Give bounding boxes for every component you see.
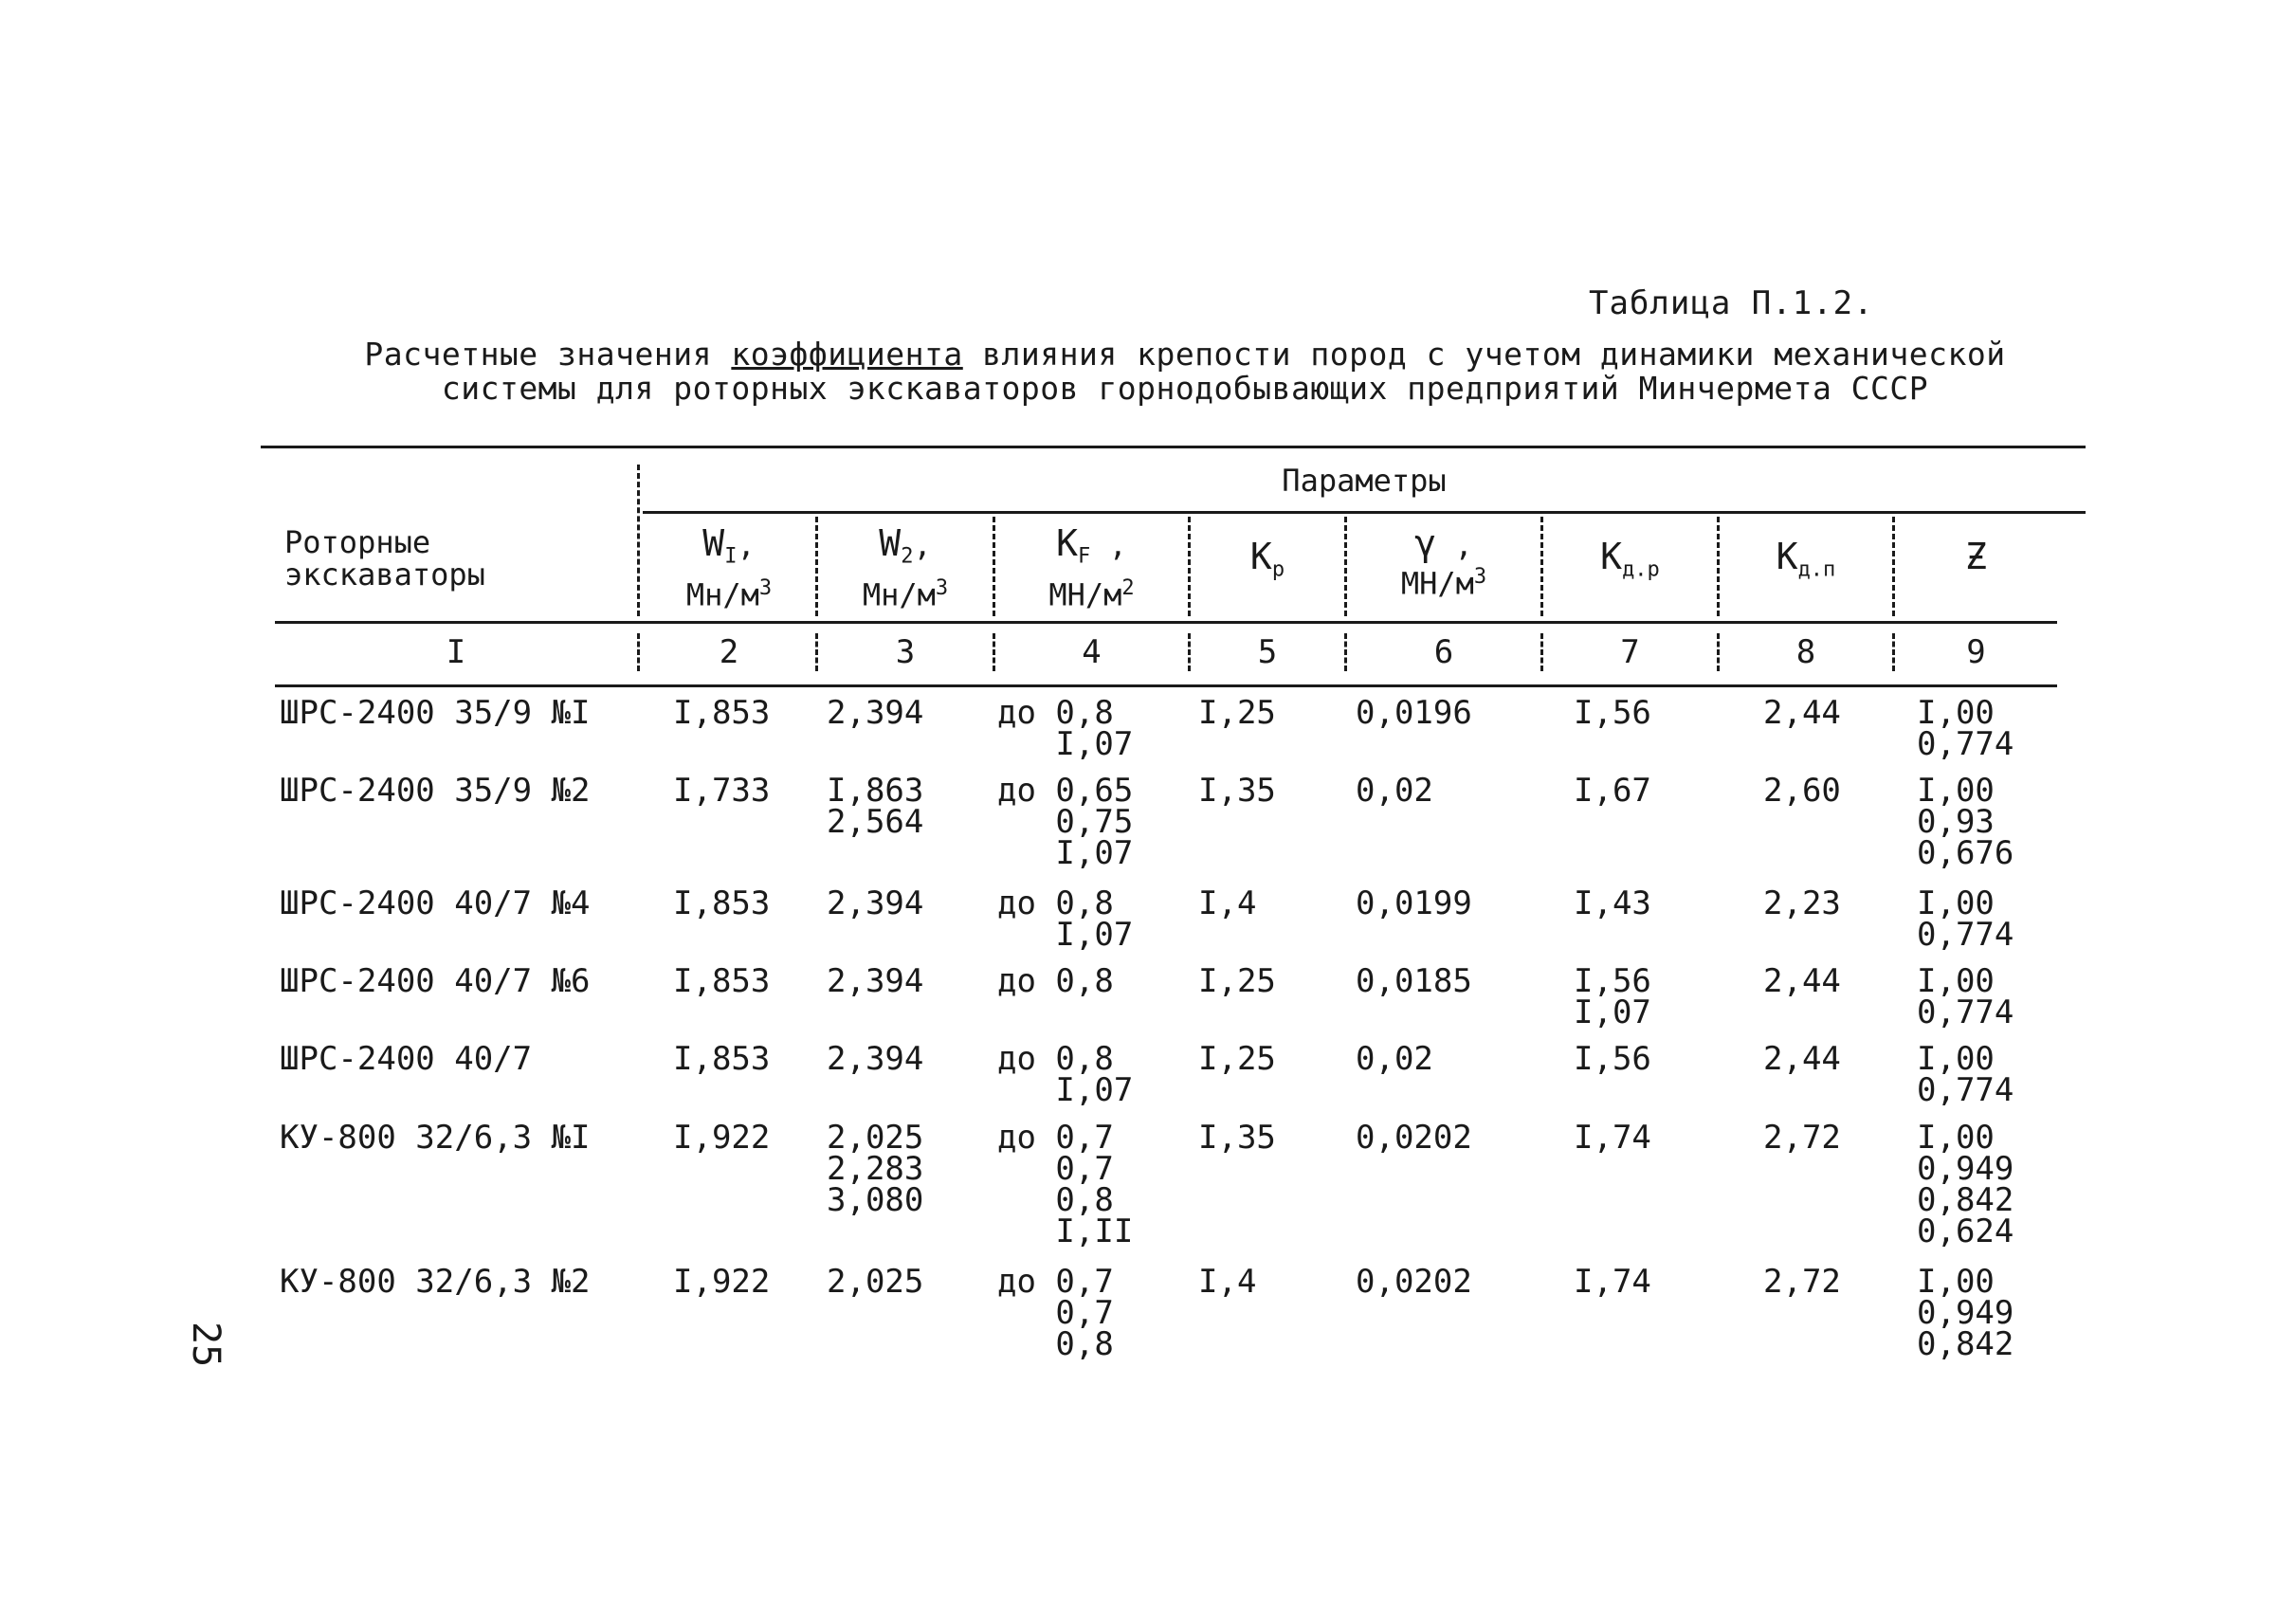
cell-kdp	[1763, 1040, 1841, 1078]
column-number: 3	[895, 633, 916, 671]
cell-line: I,II	[997, 1213, 1134, 1250]
page-number: 25	[184, 1322, 228, 1368]
cell-w1	[673, 884, 771, 922]
cell-kdp	[1763, 1119, 1841, 1157]
cell-line: до 0,8	[997, 884, 1114, 922]
cell-line: 0,02	[1356, 772, 1433, 810]
column-number: 6	[1433, 633, 1454, 671]
superscript: 3	[1473, 565, 1487, 589]
cell-g	[1356, 694, 1472, 732]
cell-w1	[673, 694, 771, 732]
cell-line: 2,72	[1763, 1119, 1841, 1157]
cell-line: 2,283	[827, 1150, 924, 1188]
symbol: Ƶ	[1965, 536, 1987, 577]
cell-line: до 0,8	[997, 694, 1114, 732]
cell-line: 2,44	[1763, 694, 1841, 732]
title-line-2: системы для роторных экскаваторов горнодобывающих предприятий Минчермета СССР	[441, 370, 1929, 407]
cell-line: I,922	[673, 1119, 771, 1157]
column-header	[1895, 536, 2057, 577]
cell-line: 0,0199	[1356, 884, 1472, 922]
column-header	[1347, 522, 1540, 602]
cell-line: I,07	[997, 725, 1134, 763]
cell-line: 0,774	[1917, 916, 2014, 954]
cell-line: I,00	[1917, 1119, 1995, 1157]
cell-line: I,853	[673, 694, 771, 732]
table-title	[284, 337, 2086, 406]
cell-kdr	[1574, 962, 1651, 1031]
cell-kdr	[1574, 694, 1651, 732]
cell-line: 2,564	[827, 803, 924, 841]
column-symbol	[1191, 536, 1344, 586]
cell-line: 2,44	[1763, 1040, 1841, 1078]
symbol: γ	[1414, 522, 1437, 564]
cell-line: 0,774	[1917, 994, 2014, 1031]
cell-line: I,00	[1917, 962, 1995, 1000]
cell-line: 0,842	[1917, 1325, 2014, 1363]
subscript: I	[724, 544, 738, 569]
column-number: 9	[1966, 633, 1986, 671]
rule-header-bottom	[275, 621, 2057, 624]
cell-line: 0,0202	[1356, 1119, 1472, 1157]
cell-line: I,00	[1917, 1040, 1995, 1078]
column-symbol	[643, 522, 815, 573]
cell-kdp	[1763, 694, 1841, 732]
cell-line: I,853	[673, 962, 771, 1000]
column-header	[1720, 536, 1892, 586]
cell-line: I,07	[1574, 994, 1651, 1031]
cell-g	[1356, 1040, 1433, 1078]
cell-g	[1356, 1263, 1472, 1301]
cell-line: 2,60	[1763, 772, 1841, 810]
column-symbol	[1895, 536, 2057, 577]
cell-line: I,07	[997, 1071, 1134, 1109]
symbol: W	[879, 522, 902, 564]
excavator-name	[280, 962, 591, 1000]
cell-g	[1356, 962, 1472, 1000]
cell-w2	[827, 694, 924, 732]
cell-kp	[1198, 1119, 1276, 1157]
separator-mark: ,	[1436, 527, 1473, 563]
column-number: 7	[1620, 633, 1640, 671]
cell-line: I,853	[673, 884, 771, 922]
cell-kdr	[1574, 772, 1651, 810]
cell-line: ШРС-2400 35/9 №I	[280, 694, 591, 732]
cell-line: ШРС-2400 35/9 №2	[280, 772, 591, 810]
cell-line: 0,0196	[1356, 694, 1472, 732]
cell-line: I,35	[1198, 772, 1276, 810]
cell-w2	[827, 1119, 924, 1219]
cell-w1	[673, 1263, 771, 1301]
cell-kdr	[1574, 1040, 1651, 1078]
cell-line: I,56	[1574, 694, 1651, 732]
cell-line: 0,75	[997, 803, 1134, 841]
cell-line: 0,8	[997, 1325, 1114, 1363]
cell-w2	[827, 962, 924, 1000]
column-unit	[1347, 561, 1540, 600]
cell-line: 0,0202	[1356, 1263, 1472, 1301]
unit: МН/м	[1400, 565, 1474, 602]
column-number: 2	[719, 633, 739, 671]
cell-line: ШРС-2400 40/7 №4	[280, 884, 591, 922]
row-label-header: Роторные экскаваторы	[284, 524, 485, 593]
unit: Мн/м	[862, 577, 936, 614]
symbol: К	[1776, 536, 1798, 577]
cell-line: I,4	[1198, 884, 1257, 922]
column-header	[1543, 536, 1717, 586]
cell-line: 0,93	[1917, 803, 1995, 841]
cell-kp	[1198, 694, 1276, 732]
cell-line: КУ-800 32/6,3 №2	[280, 1263, 591, 1301]
cell-line: до 0,7	[997, 1263, 1114, 1301]
cell-line: I,922	[673, 1263, 771, 1301]
cell-line: 3,080	[827, 1181, 924, 1219]
cell-z	[1917, 694, 2014, 763]
column-header	[643, 522, 815, 614]
cell-kf	[997, 962, 1114, 1000]
cell-line: ШРС-2400 40/7	[280, 1040, 533, 1078]
rule-numbers-bottom	[275, 684, 2057, 687]
superscript: 2	[1121, 576, 1135, 601]
cell-line: 0,8	[997, 1181, 1114, 1219]
table-caption: Таблица П.1.2.	[1589, 284, 1874, 322]
separator	[637, 633, 640, 671]
cell-line: 2,394	[827, 694, 924, 732]
cell-line: I,00	[1917, 1263, 1995, 1301]
cell-line: 0,774	[1917, 1071, 2014, 1109]
cell-line: I,863	[827, 772, 924, 810]
cell-line: I,00	[1917, 884, 1995, 922]
cell-z	[1917, 1119, 2014, 1250]
cell-z	[1917, 1040, 2014, 1109]
column-unit	[818, 573, 993, 614]
cell-kf	[997, 1040, 1134, 1109]
column-symbol	[818, 522, 993, 573]
cell-line: I,07	[997, 834, 1134, 872]
cell-kp	[1198, 884, 1257, 922]
subscript: р	[1271, 557, 1285, 582]
cell-line: 2,025	[827, 1263, 924, 1301]
cell-line: 0,949	[1917, 1150, 2014, 1188]
cell-kf	[997, 884, 1134, 954]
cell-w2	[827, 1040, 924, 1078]
cell-line: 2,23	[1763, 884, 1841, 922]
symbol: W	[702, 522, 725, 564]
column-symbol	[995, 522, 1188, 573]
excavator-name	[280, 1263, 591, 1301]
cell-w1	[673, 1119, 771, 1157]
cell-w1	[673, 772, 771, 810]
superscript: 3	[935, 576, 949, 601]
superscript: 3	[758, 576, 773, 601]
rule-params	[643, 511, 2086, 514]
cell-line: I,56	[1574, 962, 1651, 1000]
title-underlined: коэффициента	[731, 336, 963, 373]
cell-z	[1917, 884, 2014, 954]
title-line-1	[284, 337, 2086, 372]
column-header	[1191, 536, 1344, 586]
column-header	[995, 522, 1188, 614]
cell-line: 2,44	[1763, 962, 1841, 1000]
cell-line: I,25	[1198, 1040, 1276, 1078]
cell-w2	[827, 1263, 924, 1301]
cell-line: 2,394	[827, 1040, 924, 1078]
cell-kp	[1198, 1040, 1276, 1078]
subscript: д.п	[1797, 557, 1836, 582]
cell-line: 2,394	[827, 962, 924, 1000]
cell-kdr	[1574, 1119, 1651, 1157]
cell-line: I,67	[1574, 772, 1651, 810]
symbol: К	[1056, 522, 1079, 564]
unit: Мн/м	[685, 577, 759, 614]
cell-g	[1356, 1119, 1472, 1157]
cell-line: 2,025	[827, 1119, 924, 1157]
cell-kp	[1198, 1263, 1257, 1301]
cell-line: 0,7	[997, 1150, 1114, 1188]
title-part-1: Расчетные значения	[364, 336, 732, 373]
cell-kdp	[1763, 1263, 1841, 1301]
cell-w1	[673, 1040, 771, 1078]
cell-line: I,25	[1198, 962, 1276, 1000]
cell-line: I,733	[673, 772, 771, 810]
excavator-name	[280, 1040, 533, 1078]
separator-mark: ,	[737, 527, 756, 563]
symbol: К	[1600, 536, 1623, 577]
column-unit	[995, 573, 1188, 614]
cell-z	[1917, 1263, 2014, 1363]
cell-line: до 0,65	[997, 772, 1134, 810]
title-part-2: влияния крепости пород с учетом динамики механической	[962, 336, 2006, 373]
cell-line: I,74	[1574, 1263, 1651, 1301]
cell-kdp	[1763, 962, 1841, 1000]
symbol: К	[1249, 536, 1272, 577]
cell-w2	[827, 772, 924, 841]
column-number: 8	[1795, 633, 1816, 671]
cell-kdr	[1574, 884, 1651, 922]
excavator-name	[280, 772, 591, 810]
cell-line: I,853	[673, 1040, 771, 1078]
cell-line: I,35	[1198, 1119, 1276, 1157]
cell-line: 0,02	[1356, 1040, 1433, 1078]
cell-z	[1917, 962, 2014, 1031]
cell-line: I,4	[1198, 1263, 1257, 1301]
cell-line: I,07	[997, 916, 1134, 954]
cell-kf	[997, 1119, 1134, 1250]
column-number: I	[446, 633, 466, 671]
column-symbol	[1543, 536, 1717, 586]
cell-line: 2,72	[1763, 1263, 1841, 1301]
cell-line: I,00	[1917, 694, 1995, 732]
cell-kf	[997, 1263, 1114, 1363]
cell-line: 0,624	[1917, 1213, 2014, 1250]
cell-kf	[997, 694, 1134, 763]
cell-kp	[1198, 772, 1276, 810]
cell-kp	[1198, 962, 1276, 1000]
cell-line: I,25	[1198, 694, 1276, 732]
separator	[637, 465, 640, 616]
column-symbol	[1720, 536, 1892, 586]
cell-line: 2,394	[827, 884, 924, 922]
cell-line: до 0,8	[997, 1040, 1114, 1078]
cell-w1	[673, 962, 771, 1000]
cell-line: 0,7	[997, 1294, 1114, 1332]
separator-mark: ,	[913, 527, 932, 563]
cell-line: ШРС-2400 40/7 №6	[280, 962, 591, 1000]
cell-line: I,74	[1574, 1119, 1651, 1157]
subscript: F	[1078, 544, 1091, 569]
subscript: 2	[901, 544, 914, 569]
rule-top	[261, 446, 2086, 448]
cell-kdp	[1763, 884, 1841, 922]
cell-line: 0,774	[1917, 725, 2014, 763]
cell-line: 0,676	[1917, 834, 2014, 872]
cell-z	[1917, 772, 2014, 872]
column-number: 5	[1257, 633, 1278, 671]
cell-g	[1356, 884, 1472, 922]
cell-line: I,00	[1917, 772, 1995, 810]
column-number: 4	[1082, 633, 1102, 671]
subscript: д.р	[1622, 557, 1660, 582]
column-unit	[643, 573, 815, 614]
params-group-header: Параметры	[1282, 463, 1447, 499]
cell-line: КУ-800 32/6,3 №I	[280, 1119, 591, 1157]
column-symbol	[1347, 522, 1540, 564]
cell-line: до 0,7	[997, 1119, 1114, 1157]
cell-line: до 0,8	[997, 962, 1114, 1000]
cell-line: 0,949	[1917, 1294, 2014, 1332]
cell-line: 0,842	[1917, 1181, 2014, 1219]
cell-line: I,56	[1574, 1040, 1651, 1078]
cell-line: I,43	[1574, 884, 1651, 922]
excavator-name	[280, 1119, 591, 1157]
column-header	[818, 522, 993, 614]
cell-kdp	[1763, 772, 1841, 810]
unit: МН/м	[1048, 577, 1122, 614]
cell-line: 0,0185	[1356, 962, 1472, 1000]
cell-w2	[827, 884, 924, 922]
cell-kdr	[1574, 1263, 1651, 1301]
excavator-name	[280, 884, 591, 922]
cell-kf	[997, 772, 1134, 872]
separator-mark: ,	[1090, 527, 1127, 563]
cell-g	[1356, 772, 1433, 810]
excavator-name	[280, 694, 591, 732]
